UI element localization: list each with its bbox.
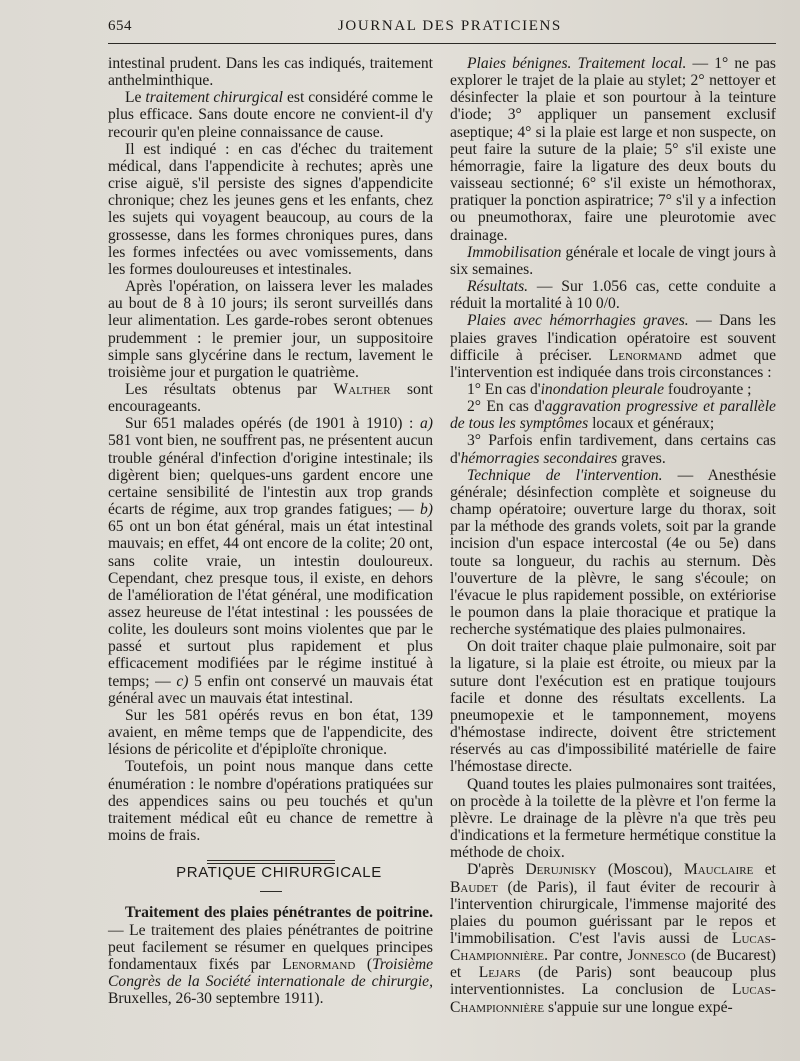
paragraph: Toutefois, un point nous manque dans cette énumération : le nombre d'opérations pratiquées sur des appendices sains ou peu touchés et qu'un traitement médical eût eu chance de remettre à moins de frais. (108, 758, 433, 845)
paragraph: Les résultats obtenus par Walther sont encourageants. (108, 380, 433, 416)
list-item: 1° En cas d'inondation pleurale foudroyante ; (467, 380, 752, 398)
paragraph: Après l'opération, on laissera lever les malades au bout de 8 à 10 jours; ils seront surveillés dans leur alimentation. Les garde-robes seront obtenues prudemment : le premier jour, un suppositoire simple sans glycérine dans le rectum, lavement le troisième jour et purgation le quatrième. (108, 278, 433, 381)
paragraph: Plaies bénignes. Traitement local. — 1° ne pas explorer le trajet de la plaie au stylet; 2° nettoyer et désinfecter la plaie et son pourtour à la teinture d'iode; 3° appliquer un pansement exclusif aseptique; 4° si la plaie est large et non suspecte, on peut faire la suture de la plaie; 5° s'il existe une hémorragie, faire la ligature des deux bouts du vaisseau sectionné; 6° s'il existe un hémothorax, pratiquer la ponction aspiratrice; 7° s'il y a infection ou pneumothorax, faire une pleurotomie avec drainage. (450, 55, 777, 244)
paragraph: D'après Derujnisky (Moscou), Mauclaire et Baudet (de Paris), il faut éviter de recourir à l'intervention chirurgicale, l'immense majorité des plaies du poumon guérissant par le repos et l'immobilisation. C'est l'avis aussi de Lucas-Championnière. Par contre, Jonnesco (de Bucarest) et Lejars (de Paris) sont beaucoup plus interventionnistes. La conclusion de Lucas-Championnière s'appuie sur une longue expé- (450, 861, 776, 1016)
list-item: 2° En cas d'aggravation progressive et parallèle de tous les symptômes locaux et généraux; (450, 398, 776, 433)
paragraph: Technique de l'intervention. — Anesthésie générale; désinfection complète et soigneuse du champ opératoire; ouverture large du thorax, soit par la méthode des grands volets, soit par la grande incision d'un espace intercostal (4e ou 5e) dans toute sa longueur, du rachis au sternum. Dès l'ouverture de la plèvre, le sang s'écoule; on l'évacue le plus rapidement possible, on extériorise le poumon dans la plaie thoracique et pratique la recherche systématique des plaies pulmonaires. (450, 466, 776, 639)
paragraph: Il est indiqué : en cas d'échec du traitement médical, dans l'appendicite à rechutes; après une crise aiguë, s'il persiste des signes d'appendicite chronique; chez les jeunes gens et les enfants, chez les sujets qui voyagent beaucoup, au cours de la grossesse, dans les formes chroniques pures, dans les formes infectées ou avec vomissements, dans les formes douloureuses et intestinales. (108, 140, 433, 278)
paragraph: Le traitement chirurgical est considéré comme le plus efficace. Sans doute encore ne convient-il d'y recourir qu'en pleine connaissance de cause. (108, 89, 433, 141)
section-short-rule (260, 891, 282, 892)
paragraph: Immobilisation générale et locale de vingt jours à six semaines. (450, 243, 776, 278)
journal-title: JOURNAL DES PRATICIENS (338, 18, 562, 34)
left-column (108, 55, 433, 1007)
article-title: Traitement des plaies pénétrantes de poitrine. (125, 904, 433, 922)
page-header (108, 14, 770, 38)
list-item: 3° Parfois enfin tardivement, dans certains cas d'hémorragies secondaires graves. (450, 432, 776, 467)
section-title: PRATIQUE CHIRURGICALE (176, 864, 382, 882)
paragraph: Sur les 581 opérés revus en bon état, 139 avaient, en même temps que de l'appendicite, des lésions de péricolite et d'épiploïte chronique. (108, 706, 433, 759)
page-number: 654 (108, 18, 132, 34)
paragraph: intestinal prudent. Dans les cas indiqués, traitement anthelminthique. (108, 55, 433, 90)
paragraph: Résultats. — Sur 1.056 cas, cette conduite a réduit la mortalité à 10 0/0. (450, 278, 776, 313)
header-rule (108, 43, 776, 44)
paragraph: Sur 651 malades opérés (de 1901 à 1910) : a) 581 vont bien, ne souffrent pas, ne présentent aucun trouble général d'infection d'origine intestinale; ils digèrent bien; quelques-uns gardent encore une certaine sensibilité de l'intestin aux trop grands écarts de régime, aux trop grandes fatigues; — b) 65 ont un bon état général, mais un état intestinal mauvais; en effet, 44 ont encore de la colite; 20 ont, sans colite vraie, un intestin douloureux. Cependant, chez presque tous, il existe, en dehors de l'amélioration de l'état général, une modification assez heureuse de l'état intestinal : les poussées de colite, les douleurs sont moins violentes que par le passé et surtout plus rapidement et plus efficacement modifiées par le régime institué à temps; — c) 5 enfin ont conservé un mauvais état général avec un mauvais état intestinal. (108, 415, 433, 707)
paragraph: On doit traiter chaque plaie pulmonaire, soit par la ligature, si la plaie est étroite, ou mieux par la suture dont l'exécution est en pratique toujours facile et donne des résultats excellents. La pneumopexie et le tamponnement, moyens d'hémostase indirecte, doivent être strictement réservés au cas d'impossibilité matérielle de faire l'hémostase directe. (450, 638, 776, 776)
article-paragraph: Traitement des plaies pénétrantes de poitrine. — Le traitement des plaies pénétrantes de poitrine peut facilement se résumer en quelques principes fondamentaux fixés par Lenormand (Troisième Congrès de la Société internationale de chirurgie, Bruxelles, 26-30 septembre 1911). (108, 904, 433, 1008)
right-column (450, 55, 776, 1016)
paragraph: Plaies avec hémorrhagies graves. — Dans les plaies graves l'indication opératoire est souvent difficile à préciser. Lenormand admet que l'intervention est indiquée dans trois circonstances : (450, 312, 776, 381)
paragraph: Quand toutes les plaies pulmonaires sont traitées, on procède à la toilette de la plèvre et l'on ferme la plèvre. Le drainage de la plèvre n'a que très peu d'indications et la fermeture hermétique constitue la méthode de choix. (450, 775, 776, 862)
